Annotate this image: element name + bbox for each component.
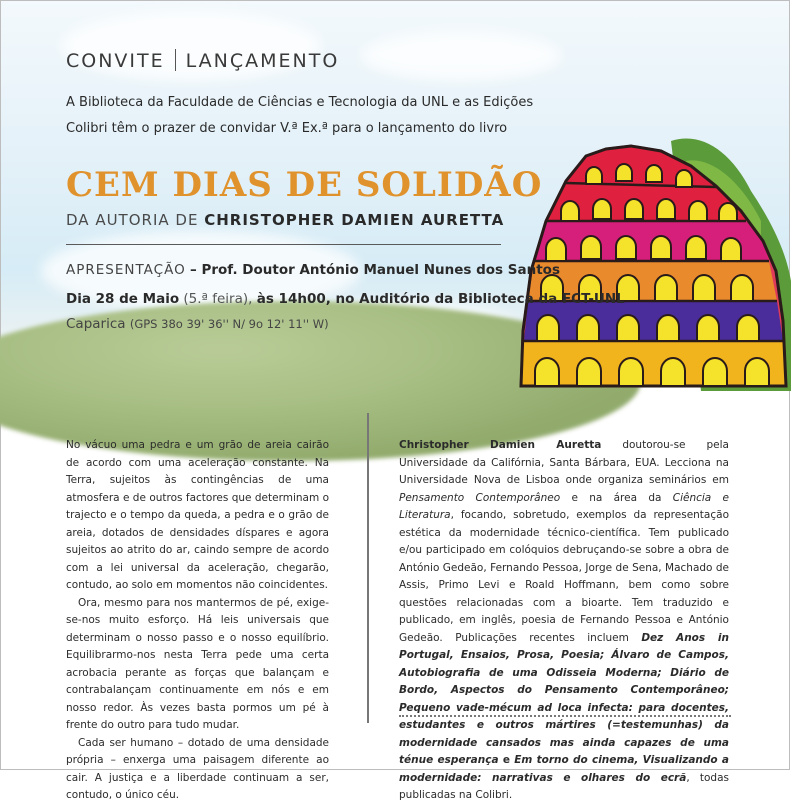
bio-text-2: e na área da [560, 491, 673, 504]
location-place: Caparica [66, 316, 126, 332]
bio-author-name: Christopher Damien Auretta [399, 439, 602, 451]
bio-text-3: , focando, sobretudo, exemplos da representação estética da modernidade técnico-científica. Tem publicado e/ou participado em colóquios debruçando-se sobre a obra de António Gedeão, Fernando Pessoa, Jorge de Sena, Machado de Assis, Primo Levi e Roald Hoffmann, bem como sobre questões relacionadas com a bioarte. Tem traduzido e publicado, em inglês, poesia de Fernando Pessoa e António Gedeão. Publicações recentes incluem [399, 509, 729, 644]
presenter-name: – Prof. Doutor António Manuel Nunes dos Santos [190, 262, 560, 278]
location-line [66, 316, 329, 332]
dotted-separator [399, 715, 731, 717]
author-line [66, 211, 504, 229]
bio-text-1: doutorou-se pela Universidade da Califórnia, Santa Bárbara, EUA. Lecciona na Universidade Nova de Lisboa onde organiza seminários em [399, 439, 729, 486]
location-gps: (GPS 38o 39' 36'' N/ 9o 12' 11'' W) [129, 317, 329, 331]
convite-label: CONVITE [66, 50, 165, 72]
right-column [399, 437, 729, 805]
book-title: CEM DIAS DE SOLIDÃO [66, 165, 543, 205]
label-divider [175, 49, 176, 71]
date-day: Dia 28 de Maio [66, 291, 180, 307]
intro-line-1: A Biblioteca da Faculdade de Ciências e Tecnologia da UNL e as Edições [66, 95, 534, 110]
bio-publications-2: Em torno do cinema, Visualizando a modernidade: narrativas e olhares do ecrã [399, 754, 729, 784]
author-name: CHRISTOPHER DAMIEN AURETTA [204, 211, 505, 229]
paragraph-1: No vácuo uma pedra e um grão de areia cairão de acordo com uma aceleração constante. Na Terra, sujeitos às contingências de uma atmosfera e de outros factores que determinam o trajecto e o tempo da queda, a pedra e o grão de areia, dotados de densidades díspares e agora sujeitos ao atrito do ar, caindo sempre de acordo com a lei universal da aceleração, chegarão, contudo, ao solo em momentos não coincidentes. [66, 439, 329, 591]
bio-conjunction: e [498, 754, 515, 766]
presentation-line [66, 262, 560, 278]
author-prefix: DA AUTORIA DE [66, 211, 199, 229]
date-weekday: (5.ª feira), [183, 291, 253, 307]
bio-italic-1: Pensamento Contemporâneo [399, 491, 561, 504]
paragraph-2: Ora, mesmo para nos mantermos de pé, exige-se-nos muito esforço. Há leis universais que determinam o nosso passo e o nosso equilíbrio. Equilibrarmo-nos nesta Terra pede uma certa acrobacia perante as forças que balançam e contrabalançam continuamente em nós e em nosso redor. Às vezes basta pormos um pé à frente do outro para tudo mudar. [66, 596, 329, 731]
header-banner [1, 1, 789, 384]
bio-text-4: , todas publicadas na Colibri. [399, 771, 729, 801]
lancamento-label: LANÇAMENTO [185, 50, 340, 72]
painted-building-illustration [501, 121, 801, 391]
author-bio [399, 437, 729, 805]
column-divider [367, 413, 369, 723]
title-rule [66, 244, 501, 245]
intro-line-2: Colibri têm o prazer de convidar V.ª Ex.ª para o lançamento do livro [66, 121, 508, 136]
bio-publications-1: Dez Anos in Portugal, Ensaios, Prosa, Poesia; Álvaro de Campos, Autobiografia de uma Odisseia Moderna; Diário de Bordo, Aspectos do Pensamento Contemporâneo; Pequeno vade-mécum ad loca infecta: para docentes, estudantes e outros mártires (=testemunhas) da modernidade cansados mas ainda capazes de uma ténue esperança [399, 631, 729, 766]
date-time-venue: às 14h00, no Auditório da Biblioteca da FCT-UNL [256, 291, 625, 307]
invite-label [66, 49, 339, 72]
left-column [66, 437, 329, 805]
bio-italic-2: Ciência e Literatura [399, 491, 729, 521]
date-line [66, 291, 625, 307]
presentation-label: APRESENTAÇÃO [66, 262, 186, 278]
paragraph-3: Cada ser humano – dotado de uma densidade própria – enxerga uma paisagem diferente ao cair. A justiça e a liberdade continuam a ser, contudo, o único céu. [66, 736, 329, 801]
